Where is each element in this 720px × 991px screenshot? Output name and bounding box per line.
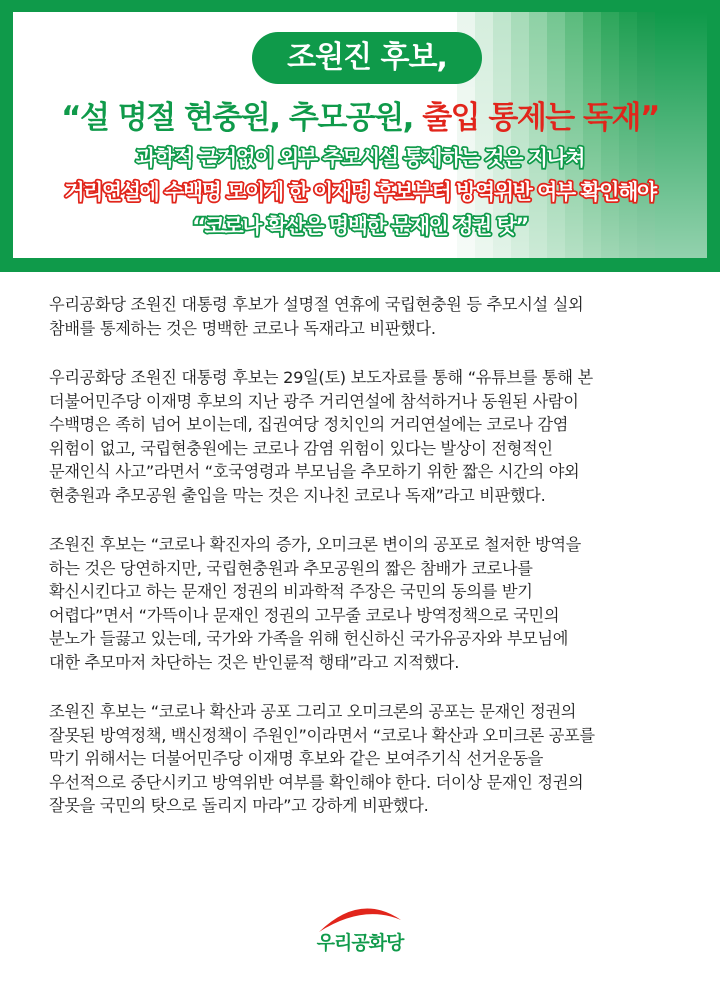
title-badge — [252, 32, 482, 84]
paragraph-line: 조원진 후보는 “코로나 확진자의 증가, 오미크론 변이의 공포로 철저한 방역을 — [49, 535, 581, 554]
paragraph-2 — [49, 366, 689, 507]
paragraph-line: 분노가 들끓고 있는데, 국가와 가족을 위해 헌신하신 국가유공자와 부모님에 — [49, 629, 569, 648]
paragraph-line: 문재인식 사고”라면서 “호국영령과 부모님을 추모하기 위한 짧은 시간의 야외 — [49, 462, 580, 481]
header-panel — [13, 12, 707, 258]
paragraph-line: 확신시킨다고 하는 문재인 정권의 비과학적 주장은 국민의 동의를 받기 — [49, 582, 533, 601]
paragraph-line: 수백명은 족히 넘어 보이는데, 집권여당 정치인의 거리연설에는 코로나 감염 — [49, 415, 569, 434]
paragraph-line: 더불어민주당 이재명 후보의 지난 광주 거리연설에 참석하거나 동원된 사람이 — [49, 391, 579, 411]
subtitle-1: 과학적 근거없이 외부 추모시설 통제하는 것은 지나쳐 — [135, 146, 585, 170]
party-logo — [300, 898, 420, 968]
paragraph-line: 위험이 없고, 국립현충원에는 코로나 감염 위험이 있다는 발상이 전형적인 — [49, 438, 553, 458]
headline — [13, 92, 707, 137]
paragraph-line: 참배를 통제하는 것은 명백한 코로나 독재라고 비판했다. — [49, 318, 436, 338]
article-body — [49, 293, 689, 844]
paragraph-1 — [49, 293, 689, 340]
paragraph-line: 어렵다”면서 “가뜩이나 문재인 정권의 고무줄 코로나 방역정책으로 국민의 — [49, 605, 560, 625]
paragraph-line: 잘못된 방역정책, 백신정책이 주원인”이라면서 “코로나 확산과 오미크론 공포를 — [49, 725, 595, 745]
paragraph-line: 막기 위해서는 더불어민주당 이재명 후보와 같은 보여주기식 선거운동을 — [49, 749, 544, 768]
paragraph-line: 현충원과 추모공원 출입을 막는 것은 지나친 코로나 독재”라고 비판했다. — [49, 485, 546, 505]
subtitle-3: “코로나 확산은 명백한 문재인 정권 탓” — [192, 214, 528, 238]
header-banner — [0, 0, 720, 272]
subtitle-2: 거리연설에 수백명 모이게 한 이재명 후보부터 방역위반 여부 확인해야 — [64, 180, 656, 204]
paragraph-line: 대한 추모마저 차단하는 것은 반인륜적 행태”라고 지적했다. — [49, 652, 460, 672]
paragraph-line: 우리공화당 조원진 대통령 후보는 29일(토) 보도자료를 통해 “유튜브를 통해 본 — [49, 368, 593, 387]
headline-green: “설 명절 현충원, 추모공원, — [61, 100, 423, 136]
title-line-1: 조원진 후보, — [287, 40, 447, 75]
paragraph-line: 우리공화당 조원진 대통령 후보가 설명절 연휴에 국립현충원 등 추모시설 실외 — [49, 295, 584, 314]
paragraph-line: 조원진 후보는 “코로나 확산과 공포 그리고 오미크론의 공포는 문재인 정권의 — [49, 702, 577, 721]
paragraph-3 — [49, 533, 689, 674]
paragraph-4 — [49, 700, 689, 818]
paragraph-line: 우선적으로 중단시키고 방역위반 여부를 확인해야 한다. 더이상 문재인 정권의 — [49, 772, 584, 792]
headline-red: 출입 통제는 독재” — [422, 100, 659, 136]
paragraph-line: 잘못을 국민의 탓으로 돌리지 마라”고 강하게 비판했다. — [49, 796, 429, 815]
paragraph-line: 하는 것은 당연하지만, 국립현충원과 추모공원의 짧은 참배가 코로나를 — [49, 558, 533, 578]
logo-text: 우리공화당 — [316, 932, 404, 954]
